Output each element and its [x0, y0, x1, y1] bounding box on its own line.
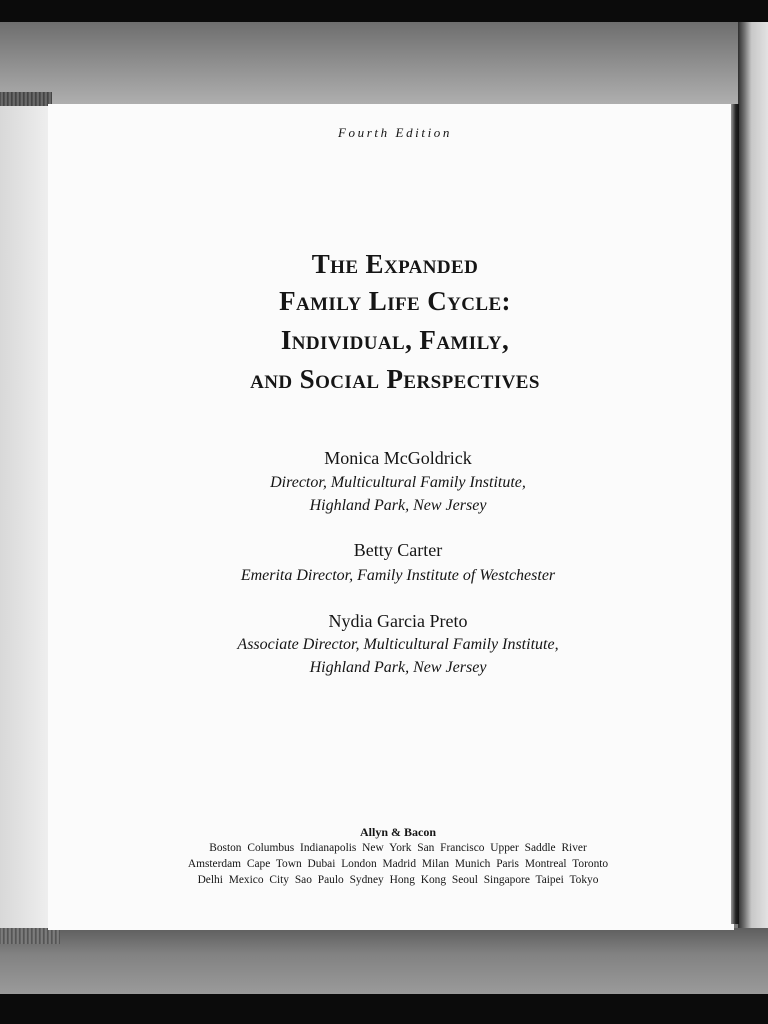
publisher-name: Allyn & Bacon [359, 825, 436, 839]
book-title-line-3: Individual, Family, [280, 325, 510, 355]
left-page-edge [0, 92, 49, 944]
author-name-2: Betty Carter [353, 540, 443, 560]
author-affiliation-1-line-2: Highland Park, New Jersey [309, 497, 487, 514]
title-page [48, 104, 734, 930]
author-affiliation-1-line-1: Director, Multicultural Family Institute, [270, 474, 526, 491]
left-page-edge-bottom [0, 928, 60, 944]
author-affiliation-2-line-1: Emerita Director, Family Institute of Westchester [240, 567, 556, 584]
publisher-cities-line-2: Amsterdam Cape Town Dubai London Madrid Milan Munich Paris Montreal Toronto [187, 858, 609, 870]
scan-background-top [0, 22, 768, 106]
author-name-1: Monica McGoldrick [324, 448, 472, 468]
publisher-cities-line-1: Boston Columbus Indianapolis New York San Francisco Upper Saddle River [209, 842, 587, 854]
left-page-edge-top [0, 92, 52, 106]
book-title-line-4: and Social Perspectives [250, 364, 540, 394]
book-title-line-1: The Expanded [311, 249, 479, 279]
author-affiliation-3-line-1: Associate Director, Multicultural Family Institute, [237, 636, 559, 653]
author-name-3: Nydia Garcia Preto [328, 611, 468, 631]
scan-background-bottom [0, 928, 768, 994]
author-affiliation-3-line-2: Highland Park, New Jersey [309, 659, 487, 676]
book-title-line-2: Family Life Cycle: [279, 286, 511, 316]
edition-label: Fourth Edition [337, 125, 453, 140]
publisher-cities-line-3: Delhi Mexico City Sao Paulo Sydney Hong Kong Seoul Singapore Taipei Tokyo [197, 874, 599, 886]
scan-border-bottom [0, 994, 768, 1024]
scan-border-top [0, 0, 768, 22]
